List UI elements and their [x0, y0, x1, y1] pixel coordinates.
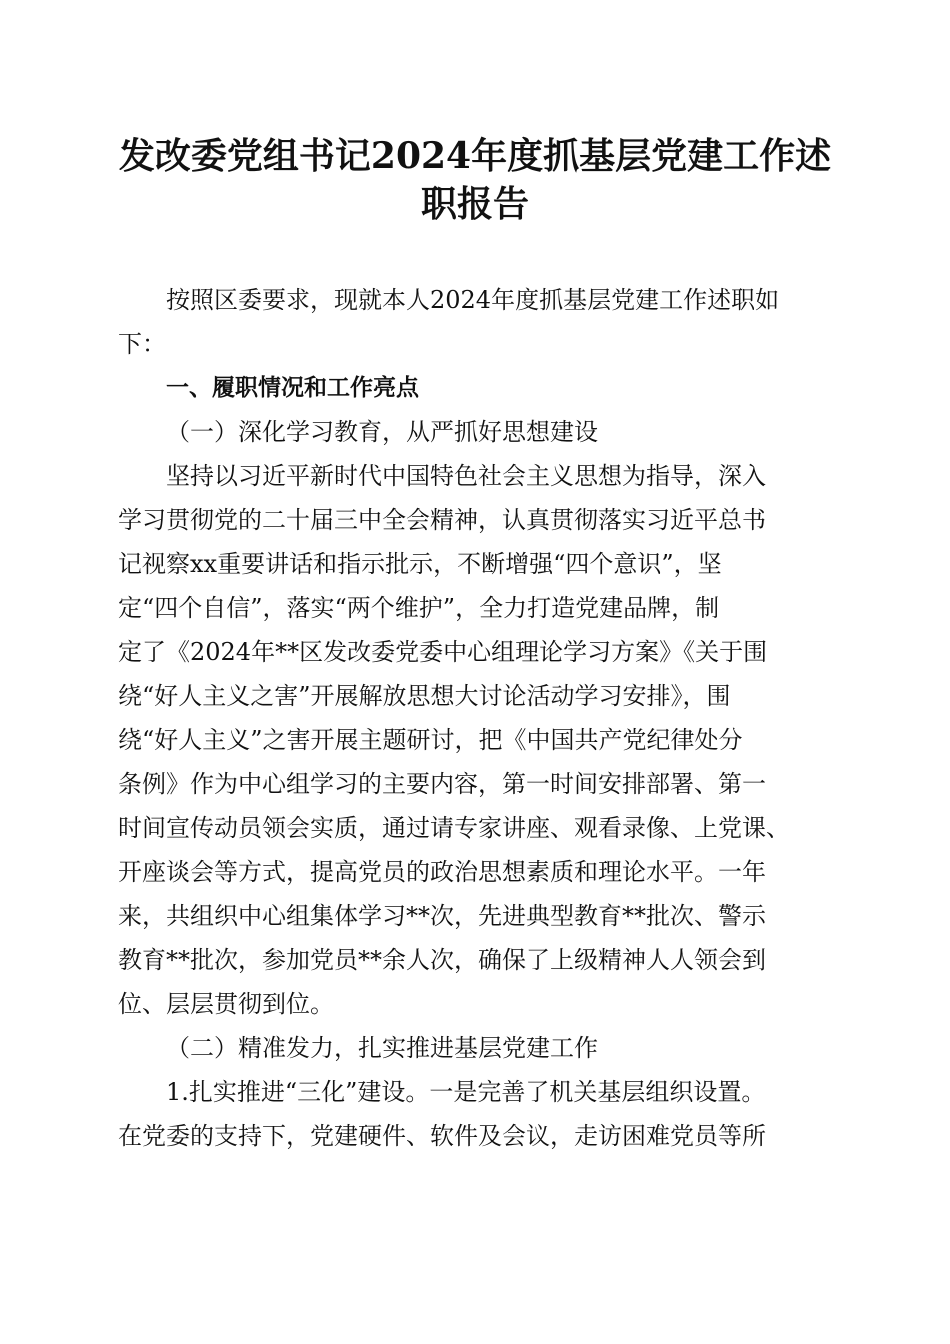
paragraph-line: 来，共组织中心组集体学习**次，先进典型教育**批次、警示 — [118, 902, 766, 930]
paragraph-line: 位、层层贯彻到位。 — [118, 990, 334, 1018]
paragraph-line: 学习贯彻党的二十届三中全会精神，认真贯彻落实习近平总书 — [118, 506, 766, 534]
paragraph-line: 定“四个自信”，落实“两个维护”，全力打造党建品牌，制 — [118, 594, 720, 622]
paragraph-line: 1.扎实推进“三化”建设。一是完善了机关基层组织设置。 — [166, 1078, 766, 1106]
paragraph-line: 定了《2024年**区发改委党委中心组理论学习方案》《关于围 — [118, 638, 768, 666]
paragraph-line: 记视察xx重要讲话和指示批示，不断增强“四个意识”，坚 — [118, 550, 722, 578]
document-title — [118, 132, 832, 228]
paragraph-line: 在党委的支持下，党建硬件、软件及会议，走访困难党员等所 — [118, 1122, 766, 1150]
title-line-2: 职报告 — [420, 183, 529, 225]
subsection-heading-1: （一）深化学习教育，从严抓好思想建设 — [166, 418, 598, 446]
paragraph-line: 开座谈会等方式，提高党员的政治思想素质和理论水平。一年 — [118, 858, 766, 886]
paragraph-line: 条例》作为中心组学习的主要内容，第一时间安排部署、第一 — [118, 770, 766, 798]
title-line-1: 发改委党组书记2024年度抓基层党建工作述 — [118, 135, 832, 177]
paragraph-line: 坚持以习近平新时代中国特色社会主义思想为指导，深入 — [166, 462, 766, 490]
paragraph-line: 绕“好人主义”之害开展主题研讨，把《中国共产党纪律处分 — [118, 726, 743, 754]
intro-line-2: 下： — [118, 330, 166, 358]
paragraph-line: 绕“好人主义之害”开展解放思想大讨论活动学习安排》，围 — [118, 682, 731, 710]
paragraph-line: 教育**批次，参加党员**余人次，确保了上级精神人人领会到 — [118, 946, 766, 974]
intro-line-1: 按照区委要求，现就本人2024年度抓基层党建工作述职如 — [166, 286, 780, 314]
paragraph-line: 时间宣传动员领会实质，通过请专家讲座、观看录像、上党课、 — [118, 814, 790, 842]
subsection-heading-2: （二）精准发力，扎实推进基层党建工作 — [166, 1034, 598, 1062]
section-heading-1: 一、履职情况和工作亮点 — [166, 375, 419, 401]
